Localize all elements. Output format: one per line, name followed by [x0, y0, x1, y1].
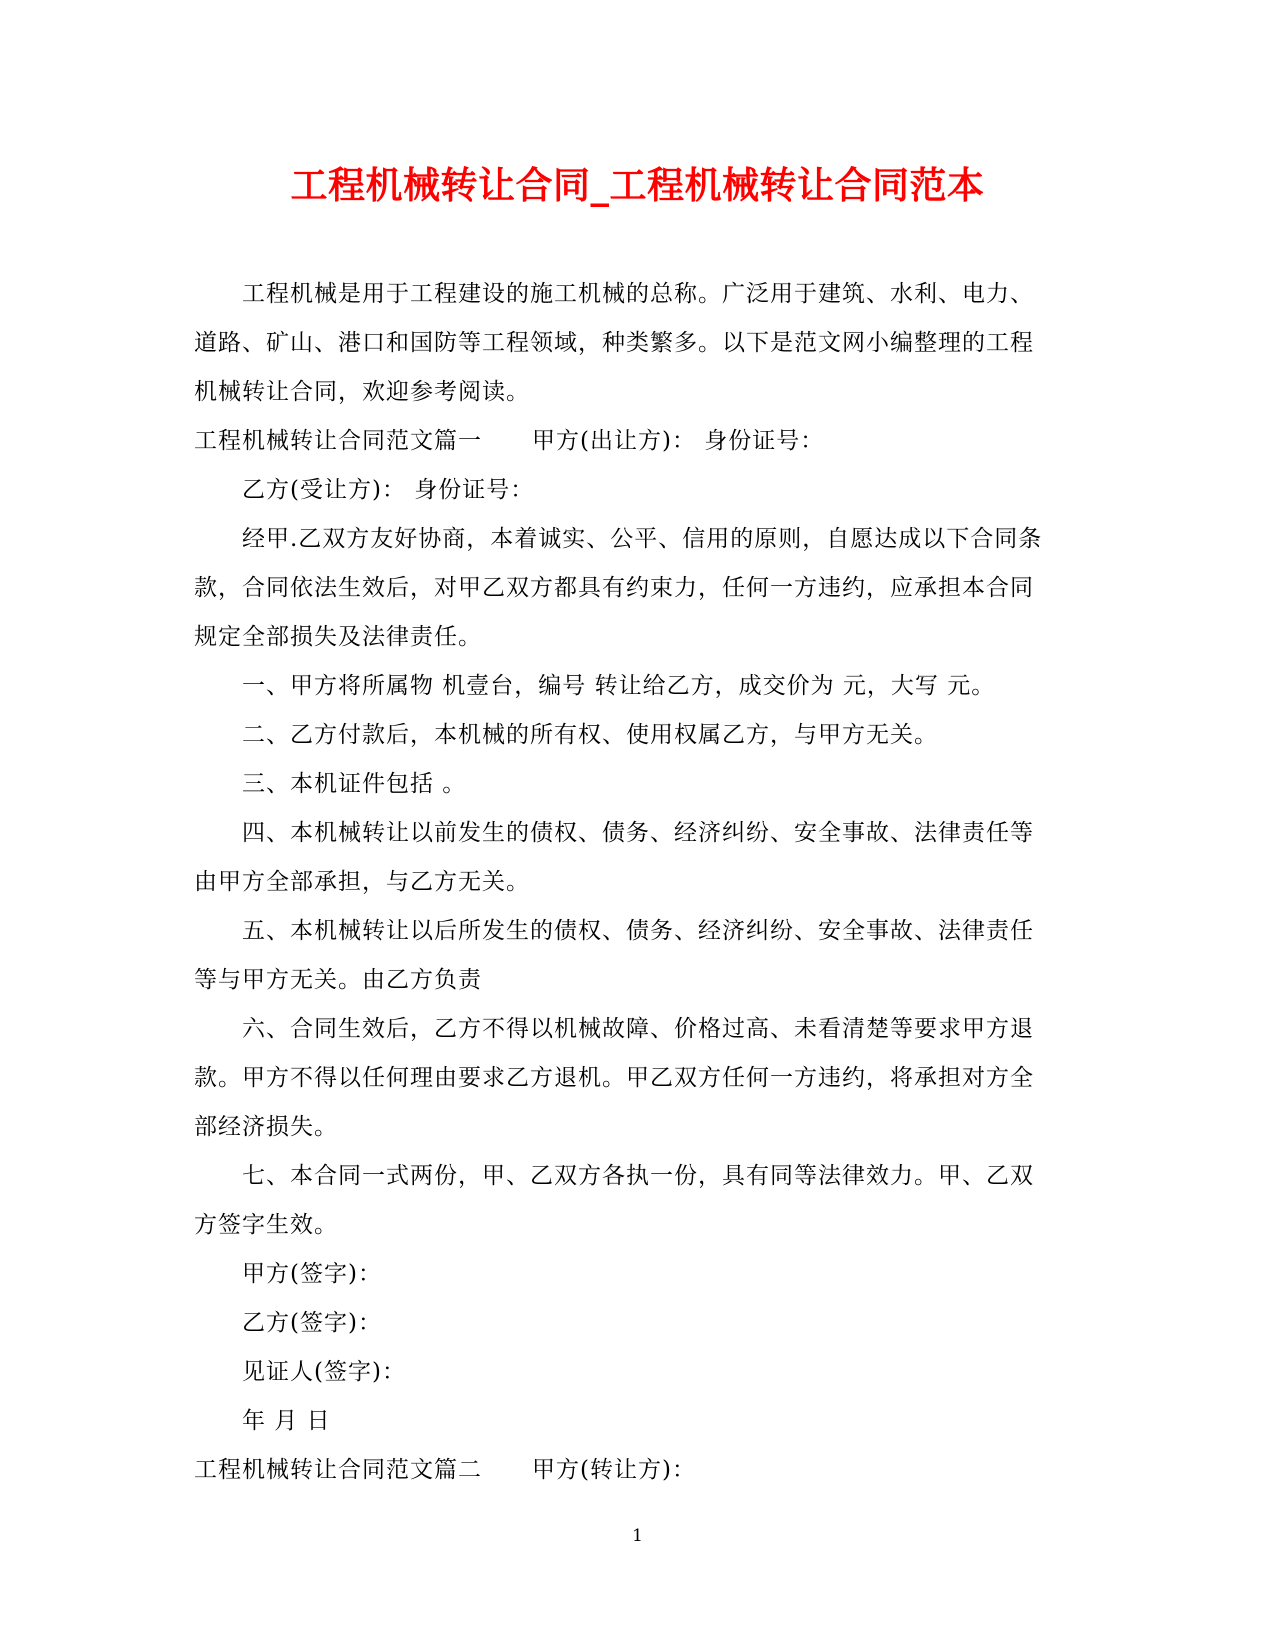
intro-line: 工程机械是用于工程建设的施工机械的总称。广泛用于建筑、水利、电力、: [242, 281, 1034, 307]
clause-7-line: 方签字生效。: [194, 1212, 338, 1238]
clause-1: 一、甲方将所属物 机壹台，编号 转让给乙方，成交价为 元，大写 元。: [242, 673, 996, 699]
clause-3: 三、本机证件包括 。: [242, 771, 467, 797]
clause-7-line: 七、本合同一式两份，甲、乙双方各执一份，具有同等法律效力。甲、乙双: [242, 1163, 1034, 1189]
signature-witness: 见证人(签字)：: [242, 1359, 406, 1385]
intro-line: 机械转让合同，欢迎参考阅读。: [194, 379, 530, 405]
party-a-section2: 甲方(转让方)：: [532, 1457, 696, 1483]
clause-6-line: 六、合同生效后，乙方不得以机械故障、价格过高、未看清楚等要求甲方退: [242, 1016, 1034, 1042]
intro-line: 道路、矿山、港口和国防等工程领域，种类繁多。以下是范文网小编整理的工程: [194, 330, 1034, 356]
section2-heading: 工程机械转让合同范文篇二: [194, 1457, 482, 1483]
document-title: 工程机械转让合同_工程机械转让合同范本: [290, 163, 985, 207]
clause-2: 二、乙方付款后，本机械的所有权、使用权属乙方，与甲方无关。: [242, 722, 938, 748]
party-b-transferee: 乙方(受让方)： 身份证号：: [242, 477, 535, 503]
signature-party-b: 乙方(签字)：: [242, 1310, 382, 1336]
party-a-transferor: 甲方(出让方)： 身份证号：: [532, 428, 825, 454]
clause-4-line: 由甲方全部承担，与乙方无关。: [194, 869, 530, 895]
clause-6-line: 部经济损失。: [194, 1114, 338, 1140]
preamble-line: 经甲.乙双方友好协商，本着诚实、公平、信用的原则，自愿达成以下合同条: [242, 526, 1043, 552]
clause-5-line: 五、本机械转让以后所发生的债权、债务、经济纠纷、安全事故、法律责任: [242, 918, 1034, 944]
section-heading-line: [194, 1446, 1074, 1495]
document-body: [194, 270, 1074, 1495]
page-number: 1: [632, 1526, 643, 1546]
clause-6-line: 款。甲方不得以任何理由要求乙方退机。甲乙双方任何一方违约，将承担对方全: [194, 1065, 1034, 1091]
section-heading-line: [194, 417, 1074, 466]
preamble-line: 规定全部损失及法律责任。: [194, 624, 482, 650]
section1-heading: 工程机械转让合同范文篇一: [194, 428, 482, 454]
clause-5-line: 等与甲方无关。由乙方负责: [194, 967, 482, 993]
preamble-line: 款，合同依法生效后，对甲乙双方都具有约束力，任何一方违约，应承担本合同: [194, 575, 1034, 601]
date-line: 年 月 日: [242, 1408, 331, 1434]
signature-party-a: 甲方(签字)：: [242, 1261, 382, 1287]
clause-4-line: 四、本机械转让以前发生的债权、债务、经济纠纷、安全事故、法律责任等: [242, 820, 1034, 846]
